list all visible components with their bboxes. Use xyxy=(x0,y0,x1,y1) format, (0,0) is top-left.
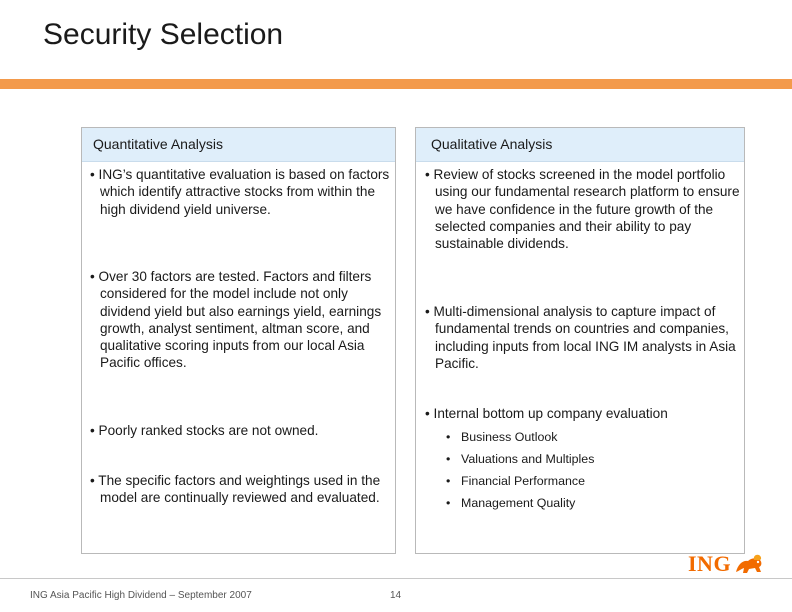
quantitative-analysis-heading: Quantitative Analysis xyxy=(82,128,395,162)
sub-item-valuations: • Valuations and Multiples xyxy=(446,451,594,473)
sub-item-business-outlook: • Business Outlook xyxy=(446,429,594,451)
company-evaluation-list xyxy=(446,429,594,517)
sub-item-financial-performance: • Financial Performance xyxy=(446,473,594,495)
header-divider xyxy=(0,79,792,89)
qualitative-analysis-heading: Qualitative Analysis xyxy=(416,128,744,162)
lion-icon xyxy=(734,552,764,576)
footer-divider xyxy=(0,578,792,579)
left-bullet-4: • The specific factors and weightings used in the model are continually reviewed and evaluated. xyxy=(90,473,381,506)
sub-item-management-quality: • Management Quality xyxy=(446,495,594,517)
left-bullet-2: • Over 30 factors are tested. Factors and filters considered for the model include not only dividend yield but also earnings yield, earnings growth, analyst sentiment, altman score, and qualitative scoring inputs from our local Asia Pacific offices. xyxy=(90,269,382,371)
right-bullet-2: • Multi-dimensional analysis to capture impact of fundamental trends on countries and companies, including inputs from local ING IM analysts in Asia Pacific. xyxy=(425,304,736,371)
right-bullet-1: • Review of stocks screened in the model portfolio using our fundamental research platform to ensure we have confidence in the future growth of the selected companies and their ability to pay sustainable dividends. xyxy=(425,167,740,252)
page-title: Security Selection xyxy=(43,18,284,51)
qualitative-analysis-panel xyxy=(415,127,745,554)
quantitative-analysis-panel xyxy=(81,127,396,554)
page-number: 14 xyxy=(390,590,402,601)
left-bullet-1: • ING’s quantitative evaluation is based on factors which identify attractive stocks from within the high dividend yield universe. xyxy=(90,167,390,217)
footer-text: ING Asia Pacific High Dividend – September 2007 xyxy=(30,590,252,601)
right-bullet-3: • Internal bottom up company evaluation xyxy=(425,406,668,421)
ing-logo xyxy=(688,549,764,579)
logo-text: ING xyxy=(688,551,732,576)
left-bullet-3: • Poorly ranked stocks are not owned. xyxy=(90,423,319,438)
